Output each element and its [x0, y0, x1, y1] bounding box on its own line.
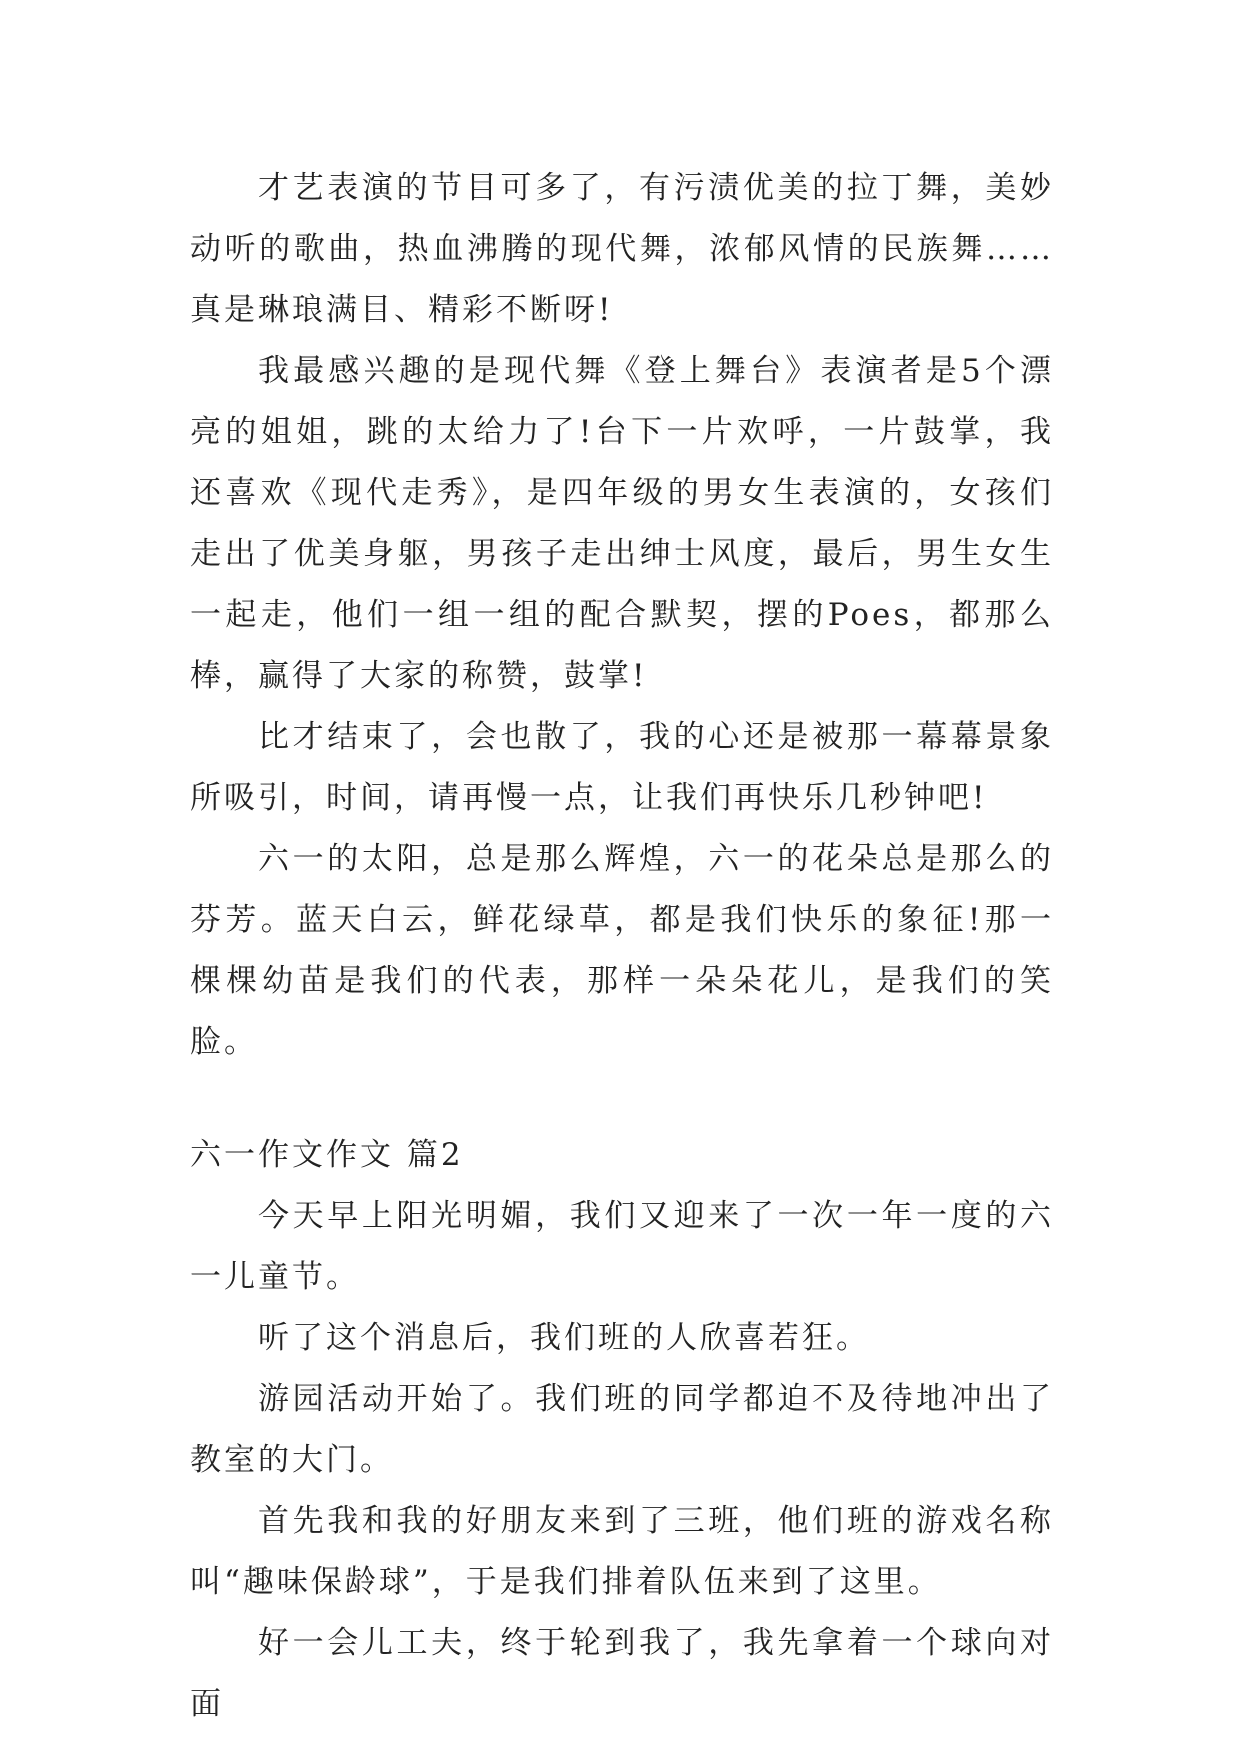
paragraph-talent-show: 才艺表演的节目可多了，有污渍优美的拉丁舞，美妙动听的歌曲，热血沸腾的现代舞，浓郁风情的民族舞……真是琳琅满目、精彩不断呀! [190, 170, 1054, 328]
paragraph-bowling-game: 首先我和我的好朋友来到了三班，他们班的游戏名称叫“趣味保龄球”，于是我们排着队伍来到了这里。 [190, 1503, 1054, 1600]
paragraph-class-excited: 听了这个消息后，我们班的人欣喜若狂。 [258, 1320, 870, 1356]
paragraph-childrens-day-sun: 六一的太阳，总是那么辉煌，六一的花朵总是那么的芬芳。蓝天白云，鲜花绿草，都是我们快乐的象征!那一棵棵幼苗是我们的代表，那样一朵朵花儿，是我们的笑脸。 [190, 841, 1054, 1060]
paragraph-activity-begins: 游园活动开始了。我们班的同学都迫不及待地冲出了教室的大门。 [190, 1381, 1054, 1478]
paragraph-my-turn: 好一会儿工夫，终于轮到我了，我先拿着一个球向对面 [190, 1625, 1054, 1722]
paragraph-show-ends: 比才结束了，会也散了，我的心还是被那一幕幕景象所吸引，时间，请再慢一点，让我们再快乐几秒钟吧! [190, 719, 1054, 816]
document-body [190, 158, 1054, 1735]
section-title: 六一作文作文 篇2 [190, 1137, 464, 1173]
paragraph-sunny-morning: 今天早上阳光明媚，我们又迎来了一次一年一度的六一儿童节。 [190, 1198, 1054, 1295]
paragraph-modern-dance: 我最感兴趣的是现代舞《登上舞台》表演者是5个漂亮的姐姐，跳的太给力了!台下一片欢呼，一片鼓掌，我还喜欢《现代走秀》，是四年级的男女生表演的，女孩们走出了优美身躯，男孩子走出绅士风度，最后，男生女生一起走，他们一组一组的配合默契，摆的Poes，都那么棒，赢得了大家的称赞，鼓掌! [190, 353, 1054, 694]
